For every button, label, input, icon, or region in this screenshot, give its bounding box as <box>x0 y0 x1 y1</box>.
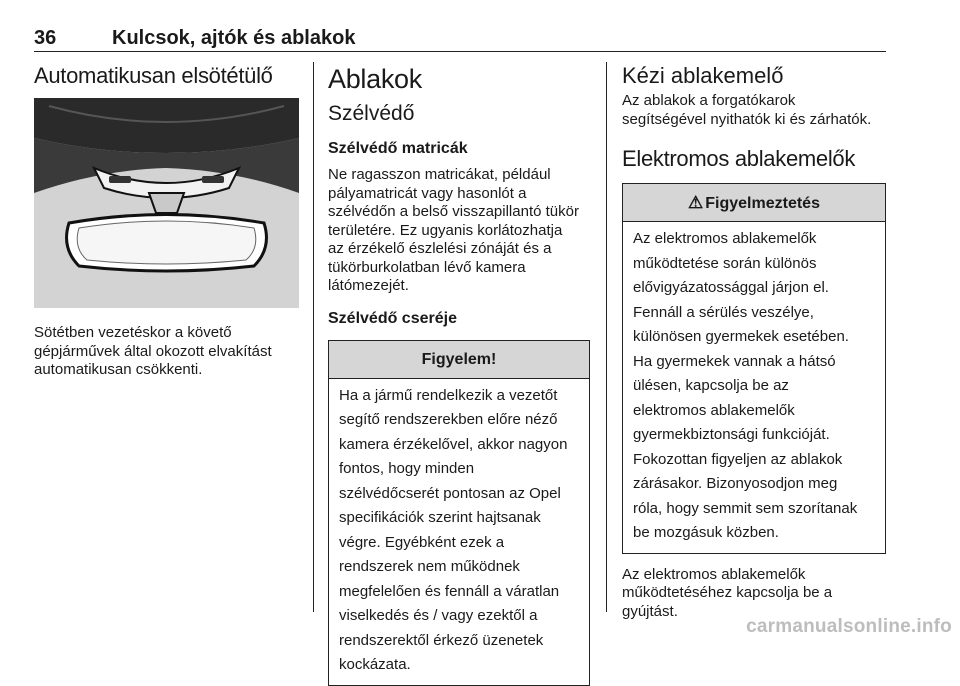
manual-window-paragraph <box>622 92 886 129</box>
notice-box <box>328 340 590 686</box>
subsubsection-heading: Szélvédő cseréje <box>328 309 457 327</box>
page-header <box>34 27 886 52</box>
warning-box <box>622 183 886 554</box>
mirror-drawing <box>34 98 299 308</box>
text-line: Ha a jármű rendelkezik a vezetőt <box>339 386 558 404</box>
text-line: pályamatricát vagy hasonlót a <box>328 184 527 202</box>
warning-paragraph <box>633 451 875 543</box>
text-line: területére. Ez ugyanis korlátozhatja <box>328 221 563 239</box>
text-line: gépjárművek által okozott elvakítást <box>34 342 272 360</box>
text-line: Ha gyermekek vannak a hátsó <box>633 352 836 370</box>
text-line: Sötétben vezetéskor a követő <box>34 324 232 341</box>
warning-header <box>623 184 885 222</box>
notice-title: Figyelem! <box>329 341 589 379</box>
text-line: kockázata. <box>339 656 411 673</box>
warning-body <box>623 222 885 553</box>
text-line: szélvédőn a belső visszapillantó tükör <box>328 203 579 220</box>
subsubsection-heading: Szélvédő matricák <box>328 140 468 157</box>
text-line: kamera érzékelővel, akkor nagyon <box>339 435 568 453</box>
warning-title: Figyelmeztetés <box>705 195 820 212</box>
text-line: róla, hogy semmit sem szorítanak <box>633 499 858 517</box>
page-number: 36 <box>34 27 57 49</box>
text-line: gyújtást. <box>622 602 678 620</box>
text-line: tükörburkolatban lévő kamera <box>328 258 526 276</box>
text-line: Az ablakok a forgatókarok <box>622 92 796 109</box>
column-divider <box>313 62 314 612</box>
column-left <box>34 62 299 380</box>
text-line: automatikusan csökkenti. <box>34 361 203 378</box>
column-middle <box>328 62 590 686</box>
section-heading: Automatikusan elsötétülő <box>34 63 273 88</box>
text-line: megfelelően és fennáll a váratlan <box>339 582 560 600</box>
warning-paragraph <box>633 230 875 347</box>
warning-paragraph <box>633 353 875 445</box>
text-line: fontos, hogy minden <box>339 460 475 477</box>
text-line: különösen gyermekek esetében. <box>633 328 849 345</box>
text-line: Fennáll a sérülés veszélye, <box>633 303 814 321</box>
text-line: Ne ragasszon matricákat, például <box>328 166 551 183</box>
text-line: Az elektromos ablakemelők <box>633 230 817 247</box>
rearview-mirror-illustration <box>34 98 299 308</box>
text-line: elővigyázatossággal járjon el. <box>633 279 829 296</box>
text-line: az érzékelő észlelési zónáját és a <box>328 240 552 257</box>
text-line: ülésen, kapcsolja be az <box>633 377 789 394</box>
text-line: végre. Egyébként ezek a <box>339 533 505 551</box>
column-right <box>622 62 886 621</box>
text-line: Az elektromos ablakemelők <box>622 565 806 583</box>
text-line: működtetéséhez kapcsolja be a <box>622 584 833 601</box>
text-line: be mozgásuk közben. <box>633 524 779 541</box>
text-line: Fokozottan figyeljen az ablakok <box>633 450 843 468</box>
text-line: működtetése során különös <box>633 254 817 272</box>
text-line: zárásakor. Bizonyosodjon meg <box>633 475 838 492</box>
chapter-title: Kulcsok, ajtók és ablakok <box>112 27 356 49</box>
text-line: segítségével nyithatók ki és zárhatók. <box>622 110 872 128</box>
text-line: viselkedés és / vagy ezektől a <box>339 607 538 624</box>
warning-triangle-icon: ⚠ <box>688 193 704 212</box>
electric-window-paragraph <box>622 566 886 622</box>
subsection-heading: Szélvédő <box>328 102 415 125</box>
text-line: segítő rendszerekben előre néző <box>339 411 558 428</box>
notice-body <box>329 379 589 685</box>
chapter-heading: Ablakok <box>328 64 422 94</box>
text-line: gyermekbiztonsági funkcióját. <box>633 426 830 443</box>
text-line: rendszerek nem működnek <box>339 558 520 575</box>
watermark-text: carmanualsonline.info <box>746 616 952 637</box>
subsection-heading: Elektromos ablakemelők <box>622 146 856 171</box>
text-line: látómezejét. <box>328 277 409 294</box>
column-divider <box>606 62 607 612</box>
mirror-description <box>34 324 299 380</box>
sticker-paragraph <box>328 166 590 296</box>
text-line: szélvédőcserét pontosan az Opel <box>339 484 561 502</box>
text-line: elektromos ablakemelők <box>633 401 795 419</box>
text-line: specifikációk szerint hajtsanak <box>339 509 541 526</box>
subsection-heading: Kézi ablakemelő <box>622 63 784 88</box>
text-line: rendszerektől érkező üzenetek <box>339 631 544 649</box>
